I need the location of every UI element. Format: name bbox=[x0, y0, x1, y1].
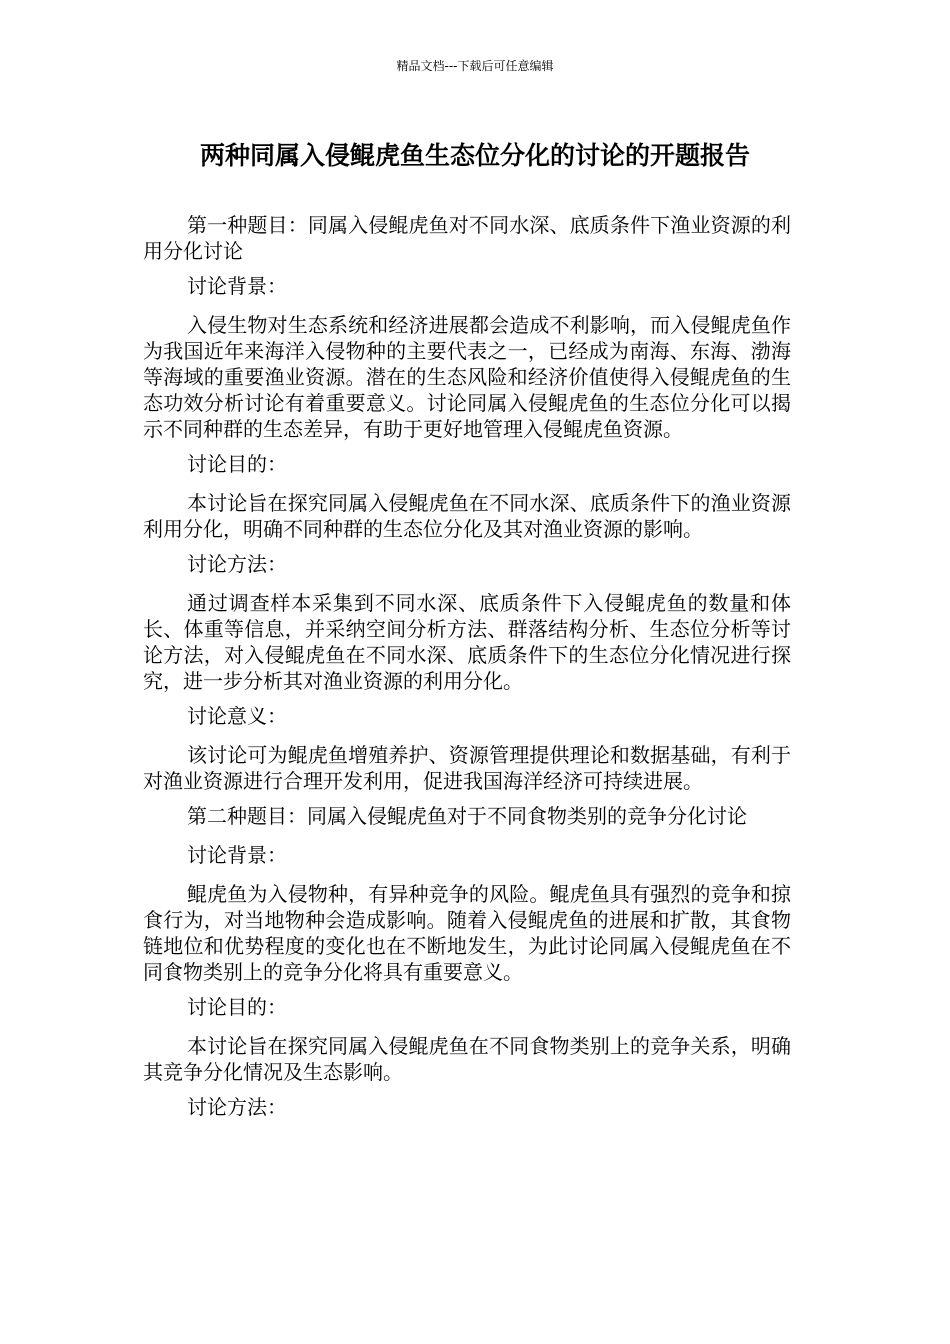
background-paragraph: 入侵生物对生态系统和经济进展都会造成不利影响，而入侵鲲虎鱼作为我国近年来海洋入侵物种的主要代表之一，已经成为南海、东海、渤海等海域的重要渔业资源。潜在的生态风险和经济价值使得入侵鲲虎鱼的生态功效分析讨论有着重要意义。讨论同属入侵鲲虎鱼的生态位分化可以揭示不同种群的生态差异，有助于更好地管理入侵鲲虎鱼资源。 bbox=[143, 313, 791, 441]
topic-one-heading: 第一种题目：同属入侵鲲虎鱼对不同水深、底质条件下渔业资源的利用分化讨论 bbox=[143, 213, 791, 263]
section-label-purpose-2: 讨论目的： bbox=[187, 995, 287, 1019]
significance-paragraph: 该讨论可为鲲虎鱼增殖养护、资源管理提供理论和数据基础，有利于对渔业资源进行合理开发利用，促进我国海洋经济可持续进展。 bbox=[143, 743, 791, 793]
document-title: 两种同属入侵鲲虎鱼生态位分化的讨论的开题报告 bbox=[199, 141, 750, 170]
section-label-background-2: 讨论背景： bbox=[187, 843, 287, 867]
page-header: 精品文档---下载后可任意编辑 bbox=[396, 59, 554, 73]
purpose-paragraph: 本讨论旨在探究同属入侵鲲虎鱼在不同水深、底质条件下的渔业资源利用分化，明确不同种群的生态位分化及其对渔业资源的影响。 bbox=[143, 491, 791, 541]
section-label-background: 讨论背景： bbox=[187, 274, 287, 298]
topic-two-heading: 第二种题目：同属入侵鲲虎鱼对于不同食物类别的竞争分化讨论 bbox=[187, 804, 747, 828]
purpose-paragraph-2: 本讨论旨在探究同属入侵鲲虎鱼在不同食物类别上的竞争关系，明确其竞争分化情况及生态影响。 bbox=[143, 1034, 791, 1084]
document-body bbox=[143, 212, 791, 1133]
method-paragraph: 通过调查样本采集到不同水深、底质条件下入侵鲲虎鱼的数量和体长、体重等信息，并采纳空间分析方法、群落结构分析、生态位分析等讨论方法，对入侵鲲虎鱼在不同水深、底质条件下的生态位分化情况进行探究，进一步分析其对渔业资源的利用分化。 bbox=[143, 591, 791, 693]
section-label-method-2: 讨论方法： bbox=[187, 1095, 287, 1119]
section-label-purpose: 讨论目的： bbox=[187, 452, 287, 476]
background-paragraph-2: 鲲虎鱼为入侵物种，有异种竞争的风险。鲲虎鱼具有强烈的竞争和掠食行为，对当地物种会造成影响。随着入侵鲲虎鱼的进展和扩散，其食物链地位和优势程度的变化也在不断地发生，为此讨论同属入侵鲲虎鱼在不同食物类别上的竞争分化将具有重要意义。 bbox=[143, 882, 791, 984]
section-label-significance: 讨论意义： bbox=[187, 704, 287, 728]
section-label-method: 讨论方法： bbox=[187, 552, 287, 576]
